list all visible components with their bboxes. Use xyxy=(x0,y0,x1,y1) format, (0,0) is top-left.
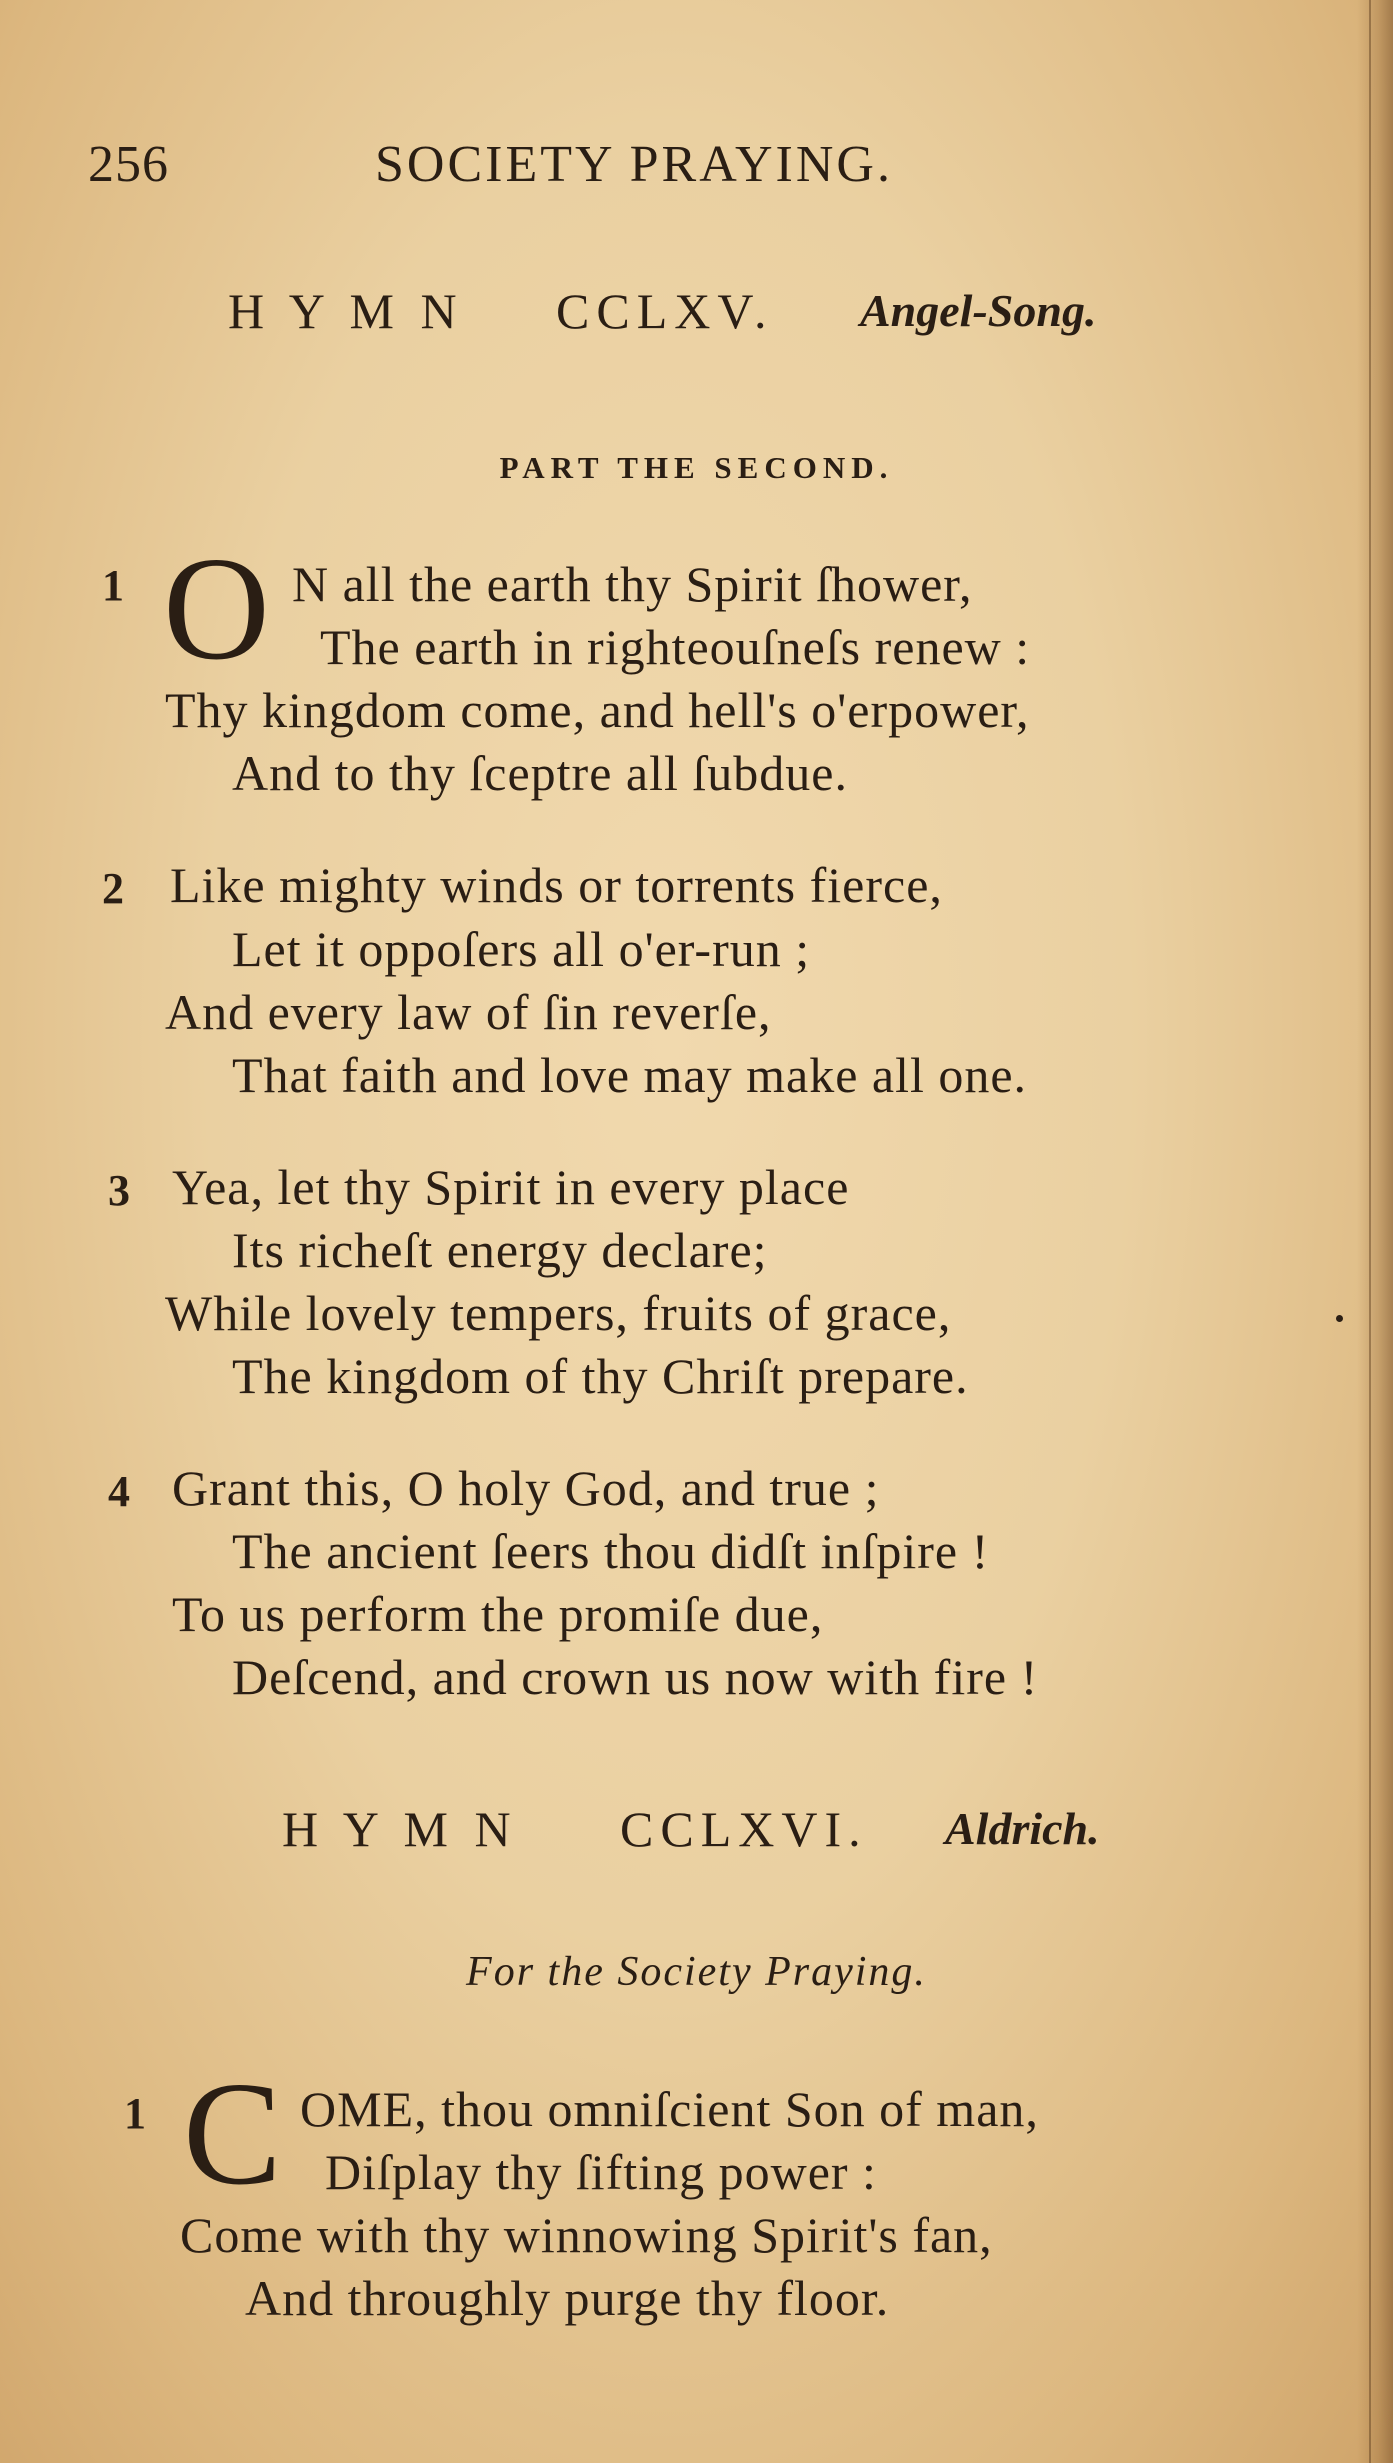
hymn-tune: Angel-Song. xyxy=(860,285,1097,336)
hymn-subtitle: For the Society Praying. xyxy=(466,1949,927,1995)
hymn-label: H Y M N xyxy=(228,283,464,339)
verse-line: Let it oppoſers all o'er-run ; xyxy=(232,921,811,977)
stanza-number: 3 xyxy=(108,1166,130,1215)
verse-line: OME, thou omniſcient Son of man, xyxy=(300,2081,1039,2137)
hymn-label: H Y M N xyxy=(282,1801,518,1857)
page-number: 256 xyxy=(88,136,169,193)
verse-line: Like mighty winds or torrents fierce, xyxy=(170,857,943,913)
part-heading: PART THE SECOND. xyxy=(499,450,894,485)
stanza-number: 1 xyxy=(102,561,124,610)
hymn-265-title xyxy=(0,282,1393,352)
verse-line: The earth in righteouſneſs renew : xyxy=(320,619,1031,675)
running-head xyxy=(0,135,1393,205)
verse-line: And to thy ſceptre all ſubdue. xyxy=(232,745,848,801)
verse-line: That faith and love may make all one. xyxy=(232,1047,1028,1103)
verse-line: Thy kingdom come, and hell's o'erpower, xyxy=(165,682,1030,738)
verse-line: Come with thy winnowing Spirit's fan, xyxy=(180,2207,993,2263)
verse-line: And throughly purge thy floor. xyxy=(245,2270,890,2326)
hymn-266-title xyxy=(0,1800,1393,1870)
stanza-number: 2 xyxy=(102,864,124,913)
verse-line: N all the earth thy Spirit ſhower, xyxy=(292,556,973,612)
verse-line: And every law of ſin reverſe, xyxy=(165,984,772,1040)
verse-line: To us perform the promiſe due, xyxy=(172,1586,824,1642)
hymn-tune: Aldrich. xyxy=(945,1803,1100,1854)
drop-capital: C xyxy=(183,2052,282,2216)
verse-line: Yea, let thy Spirit in every place xyxy=(172,1159,850,1215)
stanza-number: 4 xyxy=(108,1467,130,1516)
stanza-number: 1 xyxy=(124,2089,146,2138)
verse-line: Grant this, O holy God, and true ; xyxy=(172,1460,880,1516)
verse-line: The kingdom of thy Chriſt prepare. xyxy=(232,1348,969,1404)
verse-line: Diſplay thy ſifting power : xyxy=(325,2144,877,2200)
page-edge-shadow xyxy=(1357,0,1393,2463)
drop-capital: O xyxy=(163,527,270,691)
running-title: SOCIETY PRAYING. xyxy=(375,136,893,193)
verse-line: Its richeſt energy declare; xyxy=(232,1222,768,1278)
hymn-number: CCLXV. xyxy=(556,283,774,339)
verse-line: The ancient ſeers thou didſt inſpire ! xyxy=(232,1523,990,1579)
page-edge-line xyxy=(1369,0,1371,2463)
verse-line: While lovely tempers, fruits of grace, xyxy=(165,1285,952,1341)
verse-line: Deſcend, and crown us now with fire ! xyxy=(232,1649,1039,1705)
ink-speck xyxy=(1336,1315,1343,1322)
hymn-number: CCLXVI. xyxy=(620,1801,868,1857)
